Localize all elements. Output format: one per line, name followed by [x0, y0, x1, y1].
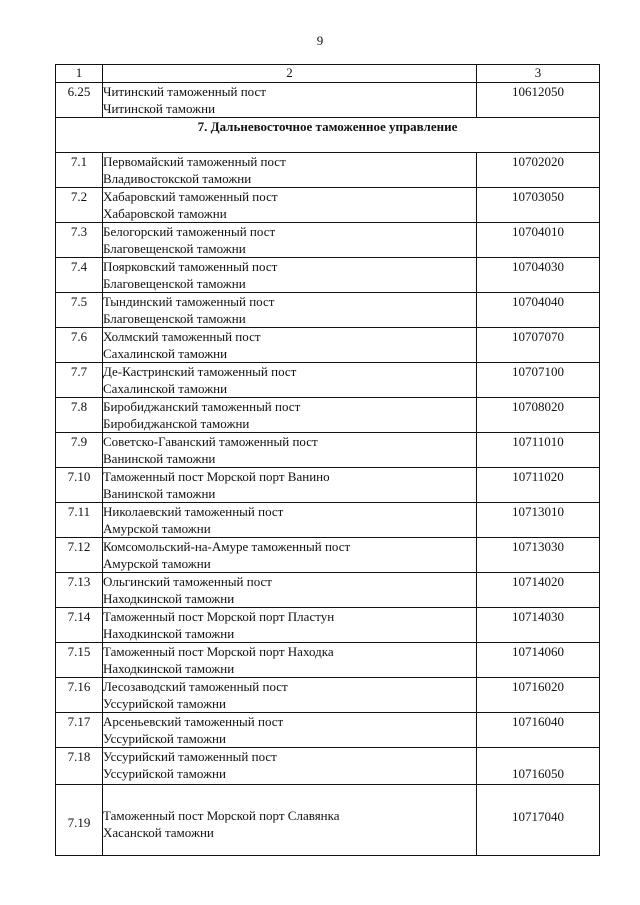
post-name [103, 748, 477, 785]
post-name [103, 328, 477, 363]
post-name-line2: Сахалинской таможни [103, 381, 228, 396]
post-name-line1: Хабаровский таможенный пост [103, 189, 278, 204]
post-code: 10716040 [477, 713, 600, 748]
post-code: 10708020 [477, 398, 600, 433]
post-name [103, 293, 477, 328]
post-name-line2: Биробиджанской таможни [103, 416, 250, 431]
post-name-line2: Уссурийской таможни [103, 766, 226, 781]
column-header-1: 1 [56, 65, 103, 83]
table-row [56, 538, 600, 573]
post-name-line2: Находкинской таможни [103, 661, 235, 676]
post-name-line1: Уссурийский таможенный пост [103, 749, 277, 764]
post-name-line1: Таможенный пост Морской порт Пластун [103, 609, 335, 624]
post-name-line1: Тындинский таможенный пост [103, 294, 275, 309]
row-number: 7.9 [56, 433, 103, 468]
row-number: 7.18 [56, 748, 103, 785]
post-name [103, 468, 477, 503]
post-name-line1: Таможенный пост Морской порт Славянка [103, 808, 340, 823]
post-name-line2: Сахалинской таможни [103, 346, 228, 361]
post-name-line1: Лесозаводский таможенный пост [103, 679, 288, 694]
post-code: 10707070 [477, 328, 600, 363]
post-name-line2: Благовещенской таможни [103, 241, 246, 256]
post-name-line1: Холмский таможенный пост [103, 329, 261, 344]
row-number: 7.17 [56, 713, 103, 748]
post-code: 10714030 [477, 608, 600, 643]
post-code: 10704010 [477, 223, 600, 258]
table-row [56, 258, 600, 293]
post-name-line1: Поярковский таможенный пост [103, 259, 278, 274]
post-name [103, 223, 477, 258]
post-name-line2: Уссурийской таможни [103, 731, 226, 746]
table-row [56, 363, 600, 398]
post-name [103, 538, 477, 573]
post-name [103, 643, 477, 678]
row-number: 7.1 [56, 153, 103, 188]
post-code: 10612050 [477, 83, 600, 118]
post-name-line2: Владивостокской таможни [103, 171, 252, 186]
post-name [103, 398, 477, 433]
post-name [103, 503, 477, 538]
post-name-line2: Уссурийской таможни [103, 696, 226, 711]
row-number: 7.11 [56, 503, 103, 538]
post-name-line1: Первомайский таможенный пост [103, 154, 286, 169]
post-code: 10711010 [477, 433, 600, 468]
table-row [56, 573, 600, 608]
page-number: 9 [316, 33, 324, 48]
post-name-line1: Арсеньевский таможенный пост [103, 714, 284, 729]
post-name-line1: Читинский таможенный пост [103, 84, 266, 99]
post-name [103, 573, 477, 608]
row-number: 7.14 [56, 608, 103, 643]
post-code: 10703050 [477, 188, 600, 223]
post-name-line2: Хабаровской таможни [103, 206, 227, 221]
post-code: 10713030 [477, 538, 600, 573]
table-row [56, 748, 600, 785]
post-name-line2: Читинской таможни [103, 101, 216, 116]
table-row [56, 293, 600, 328]
table-row [56, 223, 600, 258]
post-name-line2: Благовещенской таможни [103, 276, 246, 291]
post-name-line1: Таможенный пост Морской порт Находка [103, 644, 334, 659]
post-name-line2: Ванинской таможни [103, 486, 216, 501]
post-name [103, 83, 477, 118]
row-number: 7.2 [56, 188, 103, 223]
post-name [103, 785, 477, 856]
table-row [56, 678, 600, 713]
post-code: 10717040 [477, 785, 600, 856]
post-name [103, 258, 477, 293]
row-number: 7.6 [56, 328, 103, 363]
post-name-line1: Николаевский таможенный пост [103, 504, 284, 519]
row-number: 6.25 [56, 83, 103, 118]
post-name-line1: Советско-Гаванский таможенный пост [103, 434, 318, 449]
post-name-line2: Благовещенской таможни [103, 311, 246, 326]
row-number: 7.8 [56, 398, 103, 433]
table-row [56, 83, 600, 118]
post-name-line2: Ванинской таможни [103, 451, 216, 466]
post-name-line2: Хасанской таможни [103, 825, 214, 840]
row-number: 7.12 [56, 538, 103, 573]
row-number: 7.10 [56, 468, 103, 503]
column-header-2: 2 [103, 65, 477, 83]
table-row [56, 153, 600, 188]
post-code: 10716050 [477, 748, 600, 785]
table-row [56, 713, 600, 748]
row-number: 7.15 [56, 643, 103, 678]
column-header-3: 3 [477, 65, 600, 83]
table-row [56, 433, 600, 468]
row-number: 7.4 [56, 258, 103, 293]
table-row [56, 468, 600, 503]
post-name-line1: Де-Кастринский таможенный пост [103, 364, 297, 379]
table-row [56, 643, 600, 678]
post-code: 10716020 [477, 678, 600, 713]
row-number: 7.16 [56, 678, 103, 713]
post-code: 10713010 [477, 503, 600, 538]
section-title: 7. Дальневосточное таможенное управление [56, 118, 600, 153]
post-name-line2: Амурской таможни [103, 521, 211, 536]
row-number: 7.3 [56, 223, 103, 258]
section-header-row [56, 118, 600, 153]
table-row [56, 398, 600, 433]
post-code: 10707100 [477, 363, 600, 398]
post-name-line1: Биробиджанский таможенный пост [103, 399, 301, 414]
post-name [103, 678, 477, 713]
post-name [103, 433, 477, 468]
post-name-line2: Амурской таможни [103, 556, 211, 571]
row-number: 7.13 [56, 573, 103, 608]
post-name-line1: Таможенный пост Морской порт Ванино [103, 469, 330, 484]
table-row [56, 328, 600, 363]
row-number: 7.5 [56, 293, 103, 328]
post-code: 10704040 [477, 293, 600, 328]
row-number: 7.19 [56, 785, 103, 856]
table-row [56, 785, 600, 856]
post-name-line2: Находкинской таможни [103, 591, 235, 606]
post-name [103, 363, 477, 398]
post-name [103, 153, 477, 188]
post-name [103, 188, 477, 223]
post-name-line2: Находкинской таможни [103, 626, 235, 641]
customs-posts-table [55, 64, 600, 856]
table-row [56, 503, 600, 538]
table-header-row [56, 65, 600, 83]
row-number: 7.7 [56, 363, 103, 398]
post-name-line1: Комсомольский-на-Амуре таможенный пост [103, 539, 351, 554]
post-code: 10711020 [477, 468, 600, 503]
post-name [103, 608, 477, 643]
post-name-line1: Ольгинский таможенный пост [103, 574, 272, 589]
table-row [56, 188, 600, 223]
post-code: 10714060 [477, 643, 600, 678]
post-name [103, 713, 477, 748]
post-code: 10702020 [477, 153, 600, 188]
post-name-line1: Белогорский таможенный пост [103, 224, 276, 239]
post-code: 10714020 [477, 573, 600, 608]
table-row [56, 608, 600, 643]
post-code: 10704030 [477, 258, 600, 293]
